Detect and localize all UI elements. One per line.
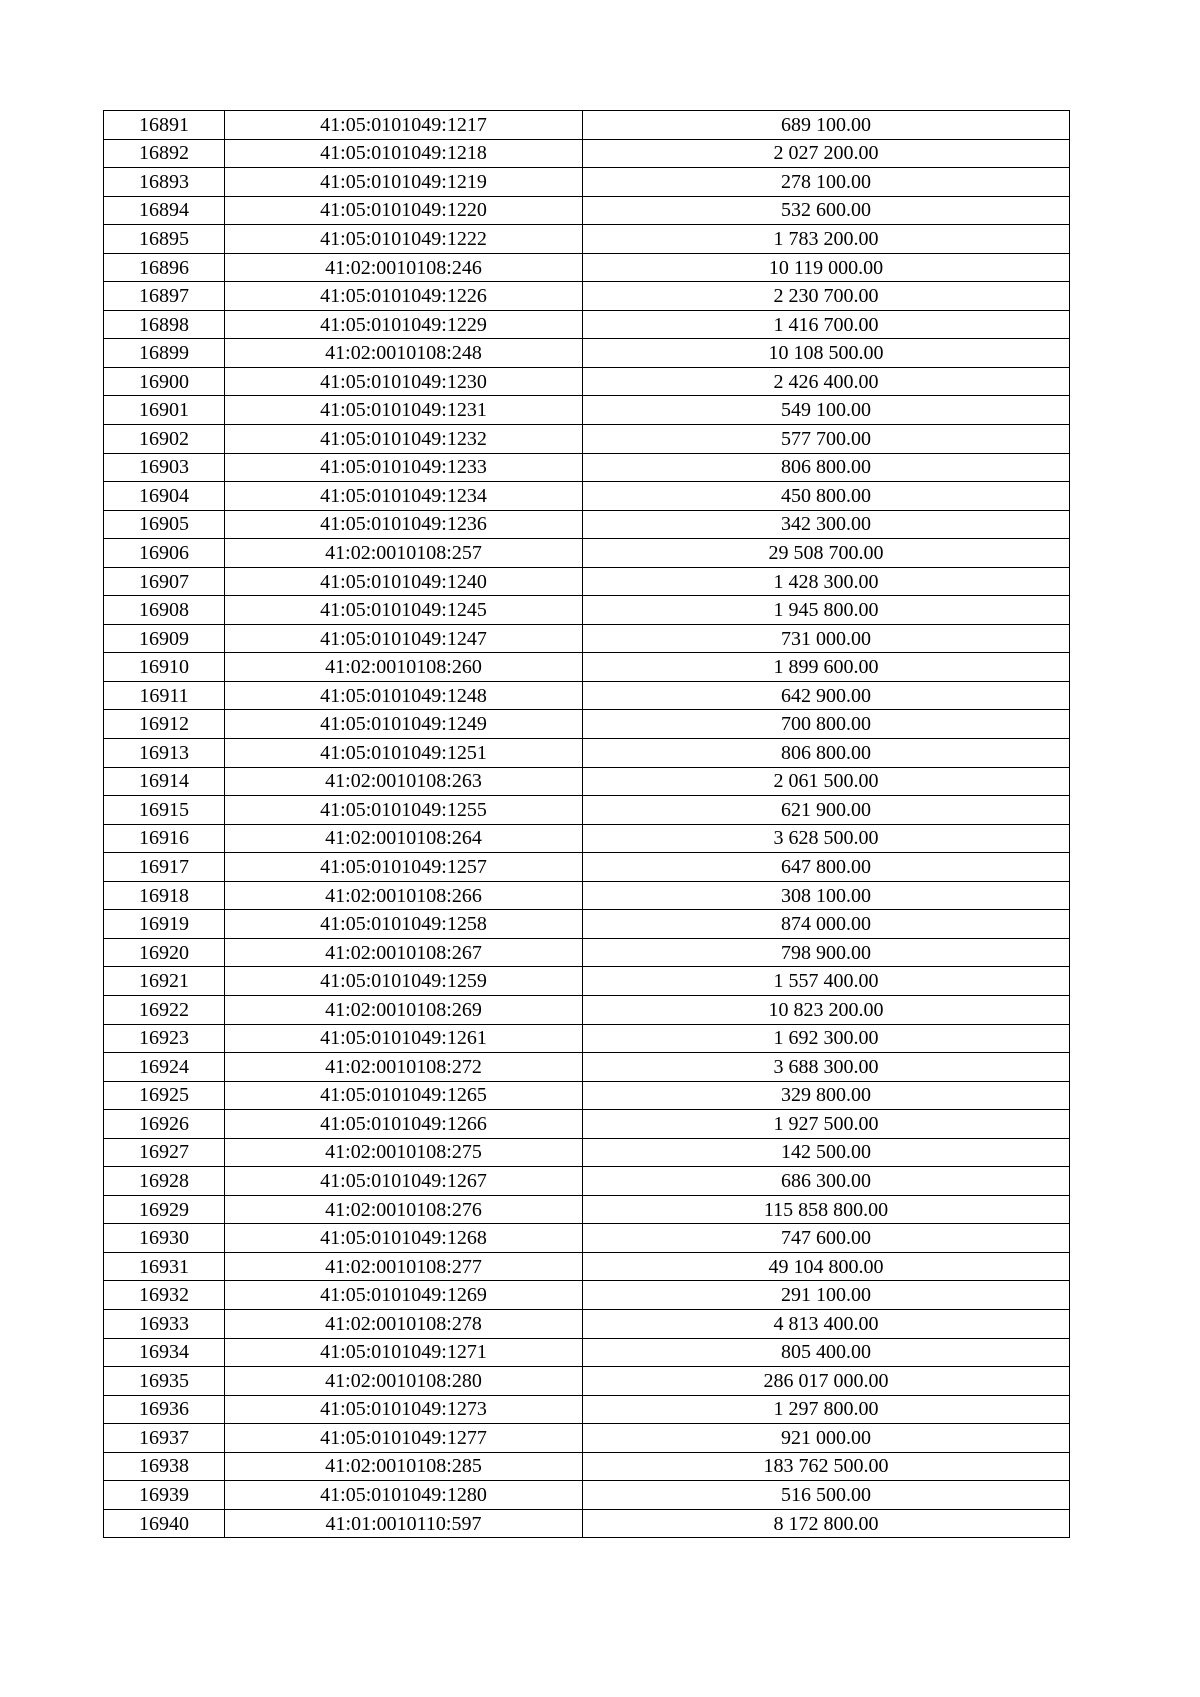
row-number-cell: 16916: [104, 824, 225, 853]
row-number-cell: 16906: [104, 539, 225, 568]
cadastral-value-cell: 329 800.00: [583, 1081, 1070, 1110]
row-number-cell: 16939: [104, 1481, 225, 1510]
table-row: [104, 196, 1070, 225]
row-number-cell: 16921: [104, 967, 225, 996]
table-row: [104, 1424, 1070, 1453]
cadastral-number-cell: 41:05:0101049:1269: [225, 1281, 583, 1310]
row-number-cell: 16932: [104, 1281, 225, 1310]
cadastral-value-cell: 1 557 400.00: [583, 967, 1070, 996]
cadastral-value-cell: 532 600.00: [583, 196, 1070, 225]
cadastral-number-cell: 41:02:0010108:266: [225, 881, 583, 910]
cadastral-value-cell: 806 800.00: [583, 453, 1070, 482]
cadastral-number-cell: 41:05:0101049:1258: [225, 910, 583, 939]
cadastral-number-cell: 41:02:0010108:272: [225, 1053, 583, 1082]
row-number-cell: 16935: [104, 1367, 225, 1396]
table-row: [104, 910, 1070, 939]
row-number-cell: 16934: [104, 1338, 225, 1367]
cadastral-value-cell: 2 027 200.00: [583, 139, 1070, 168]
cadastral-number-cell: 41:05:0101049:1280: [225, 1481, 583, 1510]
table-row: [104, 1053, 1070, 1082]
cadastral-number-cell: 41:01:0010110:597: [225, 1509, 583, 1538]
row-number-cell: 16925: [104, 1081, 225, 1110]
cadastral-value-cell: 10 823 200.00: [583, 995, 1070, 1024]
row-number-cell: 16913: [104, 739, 225, 768]
cadastral-value-cell: 642 900.00: [583, 681, 1070, 710]
row-number-cell: 16914: [104, 767, 225, 796]
cadastral-number-cell: 41:05:0101049:1218: [225, 139, 583, 168]
cadastral-number-cell: 41:02:0010108:269: [225, 995, 583, 1024]
table-row: [104, 253, 1070, 282]
cadastral-number-cell: 41:05:0101049:1233: [225, 453, 583, 482]
cadastral-value-cell: 621 900.00: [583, 796, 1070, 825]
cadastral-number-cell: 41:05:0101049:1222: [225, 225, 583, 254]
row-number-cell: 16920: [104, 938, 225, 967]
cadastral-value-cell: 647 800.00: [583, 853, 1070, 882]
table-row: [104, 1110, 1070, 1139]
row-number-cell: 16897: [104, 282, 225, 311]
table-row: [104, 739, 1070, 768]
table-row: [104, 1252, 1070, 1281]
cadastral-number-cell: 41:05:0101049:1271: [225, 1338, 583, 1367]
table-row: [104, 396, 1070, 425]
table-row: [104, 1452, 1070, 1481]
table-row: [104, 539, 1070, 568]
row-number-cell: 16915: [104, 796, 225, 825]
cadastral-number-cell: 41:02:0010108:263: [225, 767, 583, 796]
cadastral-number-cell: 41:02:0010108:285: [225, 1452, 583, 1481]
table-row: [104, 796, 1070, 825]
row-number-cell: 16933: [104, 1309, 225, 1338]
cadastral-number-cell: 41:05:0101049:1234: [225, 482, 583, 511]
cadastral-value-cell: 1 428 300.00: [583, 567, 1070, 596]
cadastral-value-cell: 700 800.00: [583, 710, 1070, 739]
table-row: [104, 1138, 1070, 1167]
cadastral-value-cell: 1 899 600.00: [583, 653, 1070, 682]
cadastral-value-cell: 1 416 700.00: [583, 310, 1070, 339]
table-row: [104, 938, 1070, 967]
cadastral-value-cell: 286 017 000.00: [583, 1367, 1070, 1396]
cadastral-value-cell: 2 061 500.00: [583, 767, 1070, 796]
row-number-cell: 16911: [104, 681, 225, 710]
table-row: [104, 425, 1070, 454]
table-row: [104, 282, 1070, 311]
table-row: [104, 510, 1070, 539]
row-number-cell: 16919: [104, 910, 225, 939]
row-number-cell: 16928: [104, 1167, 225, 1196]
row-number-cell: 16912: [104, 710, 225, 739]
cadastral-value-cell: 183 762 500.00: [583, 1452, 1070, 1481]
cadastral-value-cell: 805 400.00: [583, 1338, 1070, 1367]
cadastral-value-cell: 8 172 800.00: [583, 1509, 1070, 1538]
cadastral-value-cell: 342 300.00: [583, 510, 1070, 539]
row-number-cell: 16903: [104, 453, 225, 482]
table-body: [104, 111, 1070, 1538]
cadastral-number-cell: 41:02:0010108:278: [225, 1309, 583, 1338]
cadastral-number-cell: 41:02:0010108:264: [225, 824, 583, 853]
row-number-cell: 16931: [104, 1252, 225, 1281]
row-number-cell: 16892: [104, 139, 225, 168]
table-row: [104, 624, 1070, 653]
row-number-cell: 16902: [104, 425, 225, 454]
cadastral-number-cell: 41:02:0010108:275: [225, 1138, 583, 1167]
table-row: [104, 1167, 1070, 1196]
cadastral-number-cell: 41:02:0010108:277: [225, 1252, 583, 1281]
table-row: [104, 111, 1070, 140]
table-row: [104, 567, 1070, 596]
cadastral-number-cell: 41:05:0101049:1268: [225, 1224, 583, 1253]
row-number-cell: 16899: [104, 339, 225, 368]
table-row: [104, 653, 1070, 682]
table-row: [104, 225, 1070, 254]
cadastral-value-cell: 29 508 700.00: [583, 539, 1070, 568]
cadastral-value-cell: 291 100.00: [583, 1281, 1070, 1310]
cadastral-number-cell: 41:05:0101049:1232: [225, 425, 583, 454]
cadastral-value-cell: 516 500.00: [583, 1481, 1070, 1510]
row-number-cell: 16896: [104, 253, 225, 282]
row-number-cell: 16922: [104, 995, 225, 1024]
cadastral-number-cell: 41:05:0101049:1236: [225, 510, 583, 539]
cadastral-number-cell: 41:05:0101049:1267: [225, 1167, 583, 1196]
table-row: [104, 995, 1070, 1024]
cadastral-value-cell: 549 100.00: [583, 396, 1070, 425]
row-number-cell: 16936: [104, 1395, 225, 1424]
row-number-cell: 16930: [104, 1224, 225, 1253]
cadastral-value-cell: 921 000.00: [583, 1424, 1070, 1453]
table-row: [104, 339, 1070, 368]
row-number-cell: 16918: [104, 881, 225, 910]
table-row: [104, 1024, 1070, 1053]
row-number-cell: 16917: [104, 853, 225, 882]
table-row: [104, 367, 1070, 396]
cadastral-number-cell: 41:05:0101049:1257: [225, 853, 583, 882]
cadastral-number-cell: 41:05:0101049:1217: [225, 111, 583, 140]
row-number-cell: 16910: [104, 653, 225, 682]
cadastral-value-cell: 686 300.00: [583, 1167, 1070, 1196]
cadastral-value-cell: 49 104 800.00: [583, 1252, 1070, 1281]
cadastral-number-cell: 41:02:0010108:248: [225, 339, 583, 368]
cadastral-number-cell: 41:05:0101049:1273: [225, 1395, 583, 1424]
row-number-cell: 16940: [104, 1509, 225, 1538]
row-number-cell: 16893: [104, 168, 225, 197]
cadastral-number-cell: 41:05:0101049:1245: [225, 596, 583, 625]
table-row: [104, 1509, 1070, 1538]
row-number-cell: 16929: [104, 1195, 225, 1224]
cadastral-number-cell: 41:05:0101049:1249: [225, 710, 583, 739]
cadastral-number-cell: 41:05:0101049:1230: [225, 367, 583, 396]
row-number-cell: 16937: [104, 1424, 225, 1453]
table-row: [104, 824, 1070, 853]
table-row: [104, 596, 1070, 625]
cadastral-number-cell: 41:05:0101049:1247: [225, 624, 583, 653]
row-number-cell: 16894: [104, 196, 225, 225]
cadastral-value-cell: 3 628 500.00: [583, 824, 1070, 853]
cadastral-number-cell: 41:02:0010108:267: [225, 938, 583, 967]
cadastral-value-cell: 4 813 400.00: [583, 1309, 1070, 1338]
cadastral-value-cell: 3 688 300.00: [583, 1053, 1070, 1082]
row-number-cell: 16895: [104, 225, 225, 254]
cadastral-number-cell: 41:05:0101049:1229: [225, 310, 583, 339]
cadastral-value-cell: 874 000.00: [583, 910, 1070, 939]
cadastral-value-cell: 1 692 300.00: [583, 1024, 1070, 1053]
table-row: [104, 881, 1070, 910]
cadastral-value-cell: 1 927 500.00: [583, 1110, 1070, 1139]
table-row: [104, 767, 1070, 796]
cadastral-number-cell: 41:05:0101049:1219: [225, 168, 583, 197]
table-row: [104, 853, 1070, 882]
row-number-cell: 16905: [104, 510, 225, 539]
cadastral-value-cell: 798 900.00: [583, 938, 1070, 967]
row-number-cell: 16924: [104, 1053, 225, 1082]
table-row: [104, 967, 1070, 996]
cadastral-number-cell: 41:05:0101049:1231: [225, 396, 583, 425]
cadastral-number-cell: 41:05:0101049:1255: [225, 796, 583, 825]
cadastral-number-cell: 41:05:0101049:1248: [225, 681, 583, 710]
cadastral-number-cell: 41:05:0101049:1261: [225, 1024, 583, 1053]
cadastral-value-cell: 731 000.00: [583, 624, 1070, 653]
table-row: [104, 139, 1070, 168]
cadastral-value-cell: 278 100.00: [583, 168, 1070, 197]
cadastral-value-cell: 747 600.00: [583, 1224, 1070, 1253]
row-number-cell: 16901: [104, 396, 225, 425]
cadastral-number-cell: 41:05:0101049:1265: [225, 1081, 583, 1110]
cadastral-value-cell: 142 500.00: [583, 1138, 1070, 1167]
table-row: [104, 1481, 1070, 1510]
cadastral-value-cell: 10 108 500.00: [583, 339, 1070, 368]
cadastral-value-cell: 1 783 200.00: [583, 225, 1070, 254]
cadastral-number-cell: 41:05:0101049:1226: [225, 282, 583, 311]
table-row: [104, 1224, 1070, 1253]
row-number-cell: 16908: [104, 596, 225, 625]
table-row: [104, 482, 1070, 511]
cadastral-number-cell: 41:05:0101049:1266: [225, 1110, 583, 1139]
table-row: [104, 1367, 1070, 1396]
row-number-cell: 16900: [104, 367, 225, 396]
table-row: [104, 1309, 1070, 1338]
row-number-cell: 16891: [104, 111, 225, 140]
cadastral-value-table: [103, 110, 1070, 1538]
table-row: [104, 1395, 1070, 1424]
table-row: [104, 453, 1070, 482]
row-number-cell: 16898: [104, 310, 225, 339]
cadastral-number-cell: 41:05:0101049:1240: [225, 567, 583, 596]
cadastral-number-cell: 41:05:0101049:1251: [225, 739, 583, 768]
cadastral-value-cell: 2 230 700.00: [583, 282, 1070, 311]
cadastral-value-cell: 689 100.00: [583, 111, 1070, 140]
cadastral-value-cell: 2 426 400.00: [583, 367, 1070, 396]
cadastral-number-cell: 41:02:0010108:280: [225, 1367, 583, 1396]
table-row: [104, 1081, 1070, 1110]
cadastral-value-cell: 1 297 800.00: [583, 1395, 1070, 1424]
cadastral-value-cell: 308 100.00: [583, 881, 1070, 910]
cadastral-value-cell: 450 800.00: [583, 482, 1070, 511]
row-number-cell: 16938: [104, 1452, 225, 1481]
row-number-cell: 16923: [104, 1024, 225, 1053]
cadastral-value-cell: 577 700.00: [583, 425, 1070, 454]
table-row: [104, 1281, 1070, 1310]
cadastral-number-cell: 41:02:0010108:276: [225, 1195, 583, 1224]
row-number-cell: 16926: [104, 1110, 225, 1139]
row-number-cell: 16909: [104, 624, 225, 653]
table-row: [104, 710, 1070, 739]
table-row: [104, 681, 1070, 710]
cadastral-value-cell: 10 119 000.00: [583, 253, 1070, 282]
cadastral-number-cell: 41:05:0101049:1277: [225, 1424, 583, 1453]
table-row: [104, 1338, 1070, 1367]
table-row: [104, 168, 1070, 197]
cadastral-number-cell: 41:05:0101049:1259: [225, 967, 583, 996]
cadastral-number-cell: 41:02:0010108:260: [225, 653, 583, 682]
cadastral-value-cell: 1 945 800.00: [583, 596, 1070, 625]
table-row: [104, 1195, 1070, 1224]
cadastral-number-cell: 41:02:0010108:257: [225, 539, 583, 568]
cadastral-number-cell: 41:02:0010108:246: [225, 253, 583, 282]
cadastral-value-cell: 115 858 800.00: [583, 1195, 1070, 1224]
table-row: [104, 310, 1070, 339]
cadastral-number-cell: 41:05:0101049:1220: [225, 196, 583, 225]
row-number-cell: 16927: [104, 1138, 225, 1167]
row-number-cell: 16907: [104, 567, 225, 596]
cadastral-value-cell: 806 800.00: [583, 739, 1070, 768]
row-number-cell: 16904: [104, 482, 225, 511]
